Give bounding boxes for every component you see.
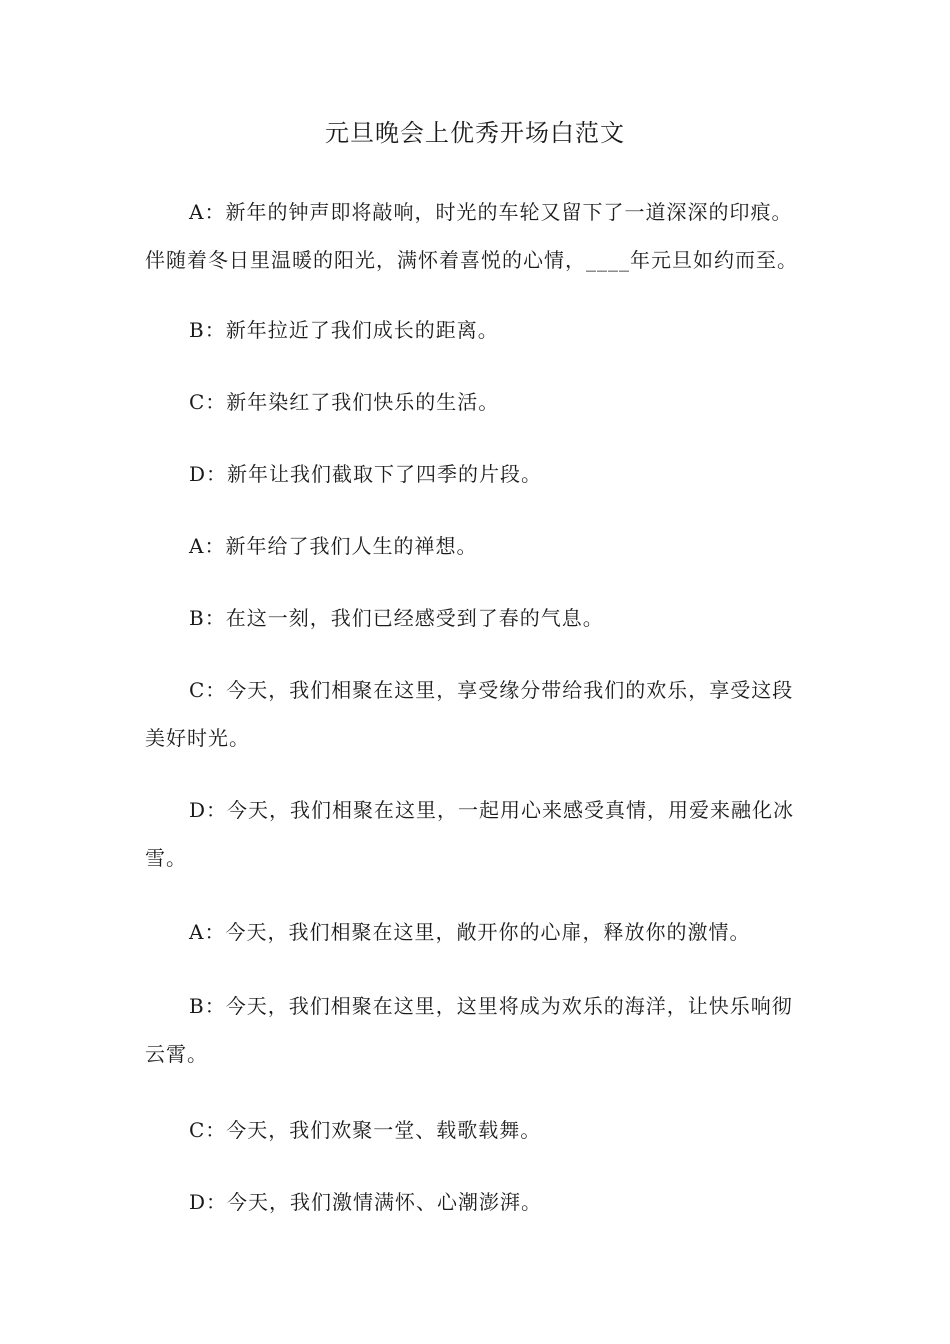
paragraph: B：新年拉近了我们成长的距离。: [189, 318, 499, 342]
document-title: 元旦晚会上优秀开场白范文: [325, 119, 625, 147]
paragraph: B：在这一刻，我们已经感受到了春的气息。: [189, 606, 604, 630]
paragraph: A：新年的钟声即将敲响，时光的车轮又留下了一道深深的印痕。伴随着冬日里温暖的阳光，满怀着喜悦的心情，____年元旦如约而至。: [145, 200, 798, 272]
paragraph: C：今天，我们欢聚一堂、载歌载舞。: [189, 1118, 542, 1142]
paragraph: D：今天，我们激情满怀、心潮澎湃。: [189, 1190, 543, 1214]
paragraph: A：新年给了我们人生的禅想。: [189, 534, 478, 558]
paragraph: B：今天，我们相聚在这里，这里将成为欢乐的海洋，让快乐响彻云霄。: [145, 994, 793, 1066]
paragraph: A：今天，我们相聚在这里，敞开你的心扉，释放你的激情。: [189, 920, 751, 944]
paragraph: D：新年让我们截取下了四季的片段。: [189, 462, 543, 486]
paragraph: D：今天，我们相聚在这里，一起用心来感受真情，用爱来融化冰雪。: [145, 798, 795, 870]
paragraph: C：今天，我们相聚在这里，享受缘分带给我们的欢乐，享受这段美好时光。: [145, 678, 794, 750]
paragraph: C：新年染红了我们快乐的生活。: [189, 390, 500, 414]
